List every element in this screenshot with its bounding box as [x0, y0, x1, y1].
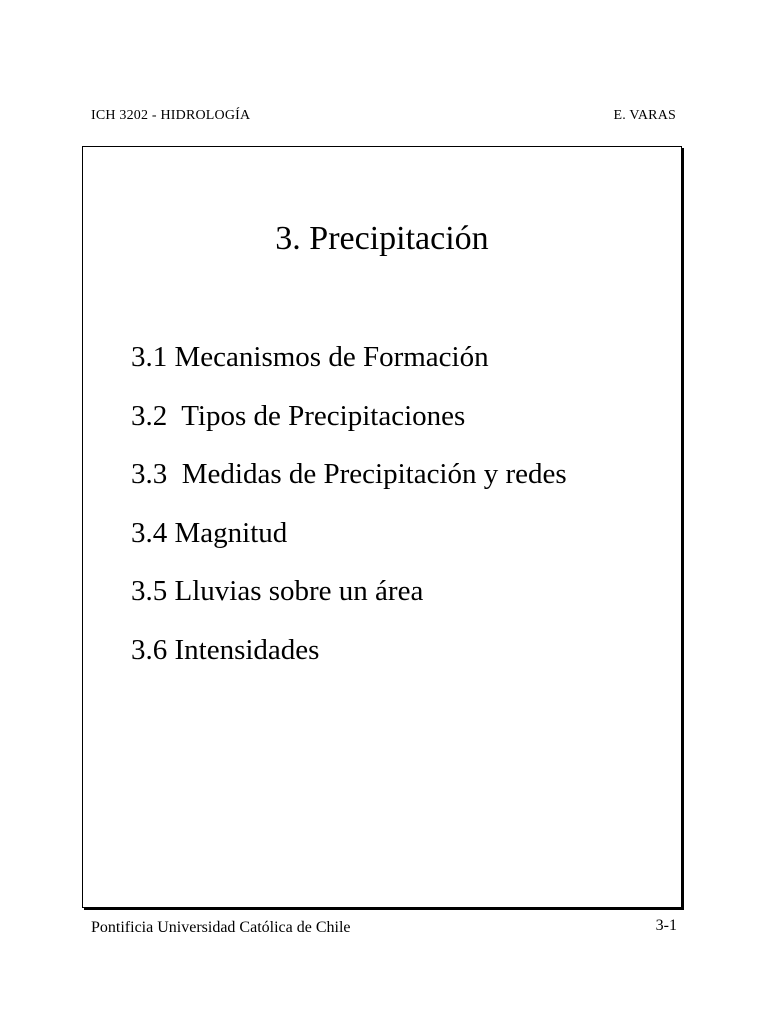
footer-institution: Pontificia Universidad Católica de Chile — [91, 919, 351, 936]
slide-frame — [82, 146, 682, 908]
toc-item-3-3: 3.3 Medidas de Precipitación y redes — [131, 458, 567, 490]
footer-page-number: 3-1 — [655, 917, 677, 934]
slide-title: 3. Precipitación — [275, 220, 489, 257]
header-course-title: ICH 3202 - HIDROLOGÍA — [91, 108, 251, 123]
toc-item-3-4: 3.4 Magnitud — [131, 516, 288, 549]
toc-item-3-1: 3.1 Mecanismos de Formación — [131, 341, 489, 373]
toc-item-3-2: 3.2 Tipos de Precipitaciones — [131, 399, 466, 432]
toc-item-3-5: 3.5 Lluvias sobre un área — [131, 575, 424, 607]
toc-item-3-6: 3.6 Intensidades — [131, 633, 320, 666]
header-author: E. VARAS — [613, 108, 676, 123]
table-of-contents — [131, 339, 567, 690]
